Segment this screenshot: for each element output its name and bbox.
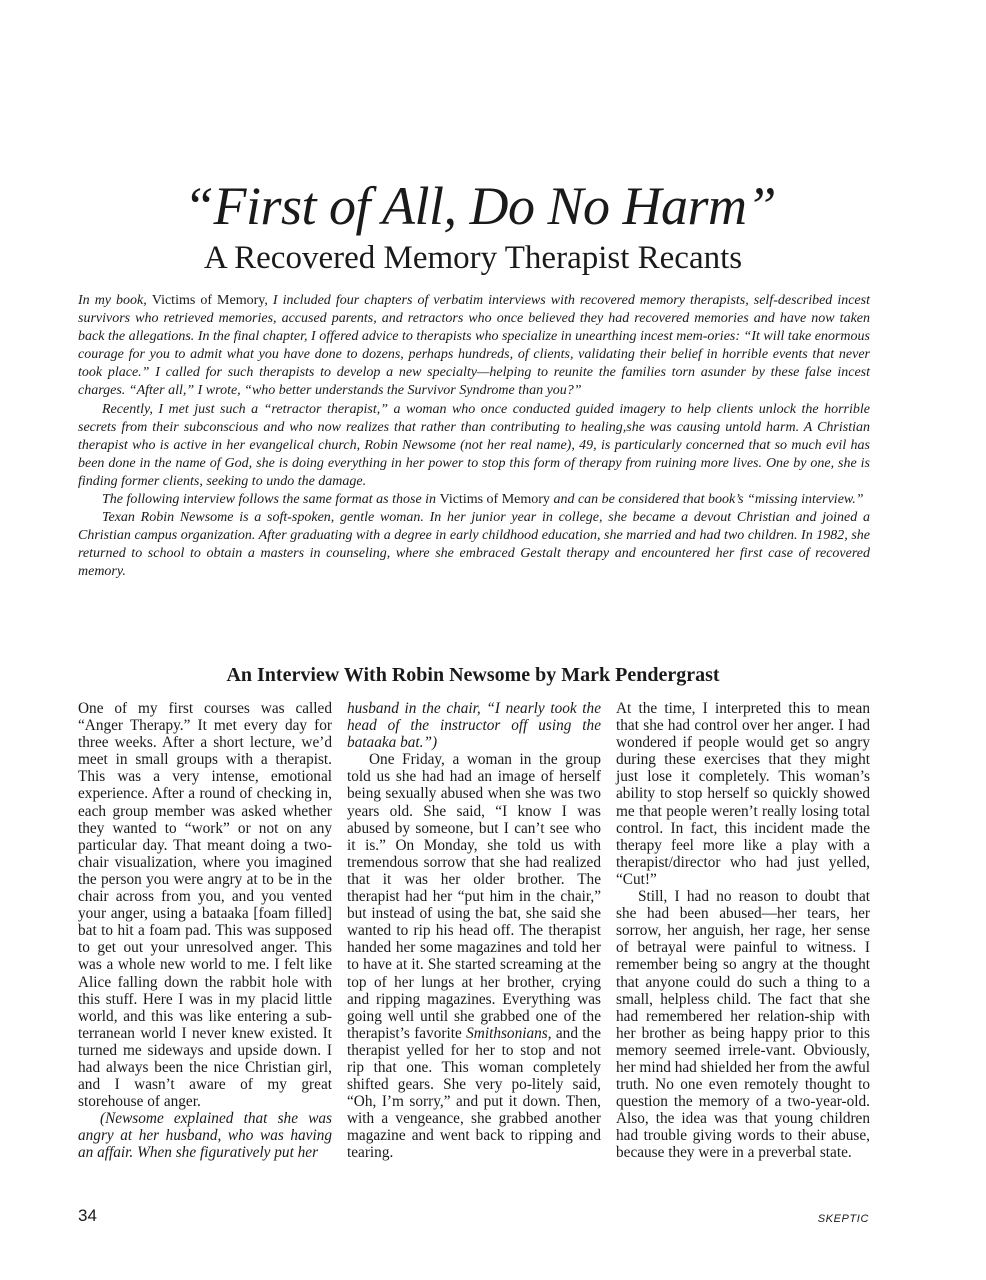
body-paragraph-aside: husband in the chair, “I nearly took the head of the instructor off using the bataaka bat.”) (347, 700, 601, 752)
intro-text: The following interview follows the same format as those in (102, 492, 440, 508)
body-paragraph: Still, I had no reason to doubt that she had been abused—her tears, her sorrow, her anguish, her rage, her sense of betrayal were painful to witness. I remember being so angry at the thought that anyone could do such a thing to a small, helpless child. The fact that she had remembered her relation-ship with her brother as being happy prior to this memory seemed irrele-vant. Obviously, her mind had shielded her from the awful truth. No one even remotely thought to question the memory of a two-year-old. Also, the idea was that young children had trouble giving words to their abuse, because they were in a preverbal state. (616, 888, 870, 1162)
intro-paragraph (78, 491, 870, 509)
intro-text: In my book, (78, 293, 152, 308)
body-paragraph-aside: (Newsome explained that she was angry at her husband, who was having an affair. When she figuratively put her (78, 1110, 332, 1162)
magazine-name: Smithsonians (466, 1024, 548, 1042)
body-paragraph (347, 751, 601, 1161)
intro-paragraph (78, 292, 870, 401)
body-text: One Friday, a woman in the group told us she had had an image of herself being sexually abused when she was two years old. She said, “I know I was abused by someone, but I can’t see who it is.” On Monday, she told us with tremendous sorrow that she had realized that it was her older brother. The therapist had her “put him in the chair,” but instead of using the bat, she said she wanted to rip his head off. The therapist handed her some magazines and told her to have at it. She started screaming at the top of her lungs at her brother, crying and ripping magazines. Everything was going well until she grabbed one of the therapist’s favorite (347, 751, 601, 1042)
article-subtitle: A Recovered Memory Therapist Recants (203, 240, 743, 276)
book-title: Victims of Memory, (151, 293, 268, 308)
body-column-3 (616, 700, 870, 1162)
book-title: Victims of Memory (439, 492, 550, 508)
intro-text: I included four chapters of verbatim interviews with recovered memory therapists, self-described incest survivors who retrieved memories, accused parents, and retractors who once believed they had recovered memories and have now taken back the allegations. In the final chapter, I offered advice to therapists who specialize in unearthing incest mem-ories: “It will take enormous courage for you to admit what you have done to dozens, perhaps hundreds, of clients, validating their belief in horrible events that never took place.” I called for such therapists to develop a new specialty—helping to reunite the families torn asunder by these false incest charges. “After all,” I wrote, “who better understands the Survivor Syndrome than you?” (78, 293, 870, 399)
body-column-1 (78, 700, 332, 1162)
interview-heading: An Interview With Robin Newsome by Mark Pendergrast (226, 664, 720, 686)
page-number: 34 (78, 1206, 97, 1225)
body-column-2 (347, 700, 601, 1162)
intro-paragraph: Texan Robin Newsome is a soft-spoken, gentle woman. In her junior year in college, she became a devout Christian and joined a Christian campus organization. After graduating with a degree in early childhood education, she married and had two children. In 1982, she returned to school to obtain a masters in counseling, where she embraced Gestalt therapy and encountered her first case of recovered memory. (78, 510, 870, 580)
body-paragraph: At the time, I interpreted this to mean that she had control over her anger. I had wondered if people would get so angry during these exercises that they might just lose it completely. This woman’s ability to stop herself so quickly showed me that people weren’t really losing total control. In fact, this incident made the therapy feel more like a play with a therapist/director who had just yelled, “Cut!” (616, 700, 870, 888)
article-title: “First of All, Do No Harm” (183, 176, 777, 236)
body-paragraph: One of my first courses was called “Anger Therapy.” It met every day for three weeks. After a short lecture, we’d meet in small groups with a therapist. This was a very intense, emotional experience. After a round of checking in, each group member was asked whether they wanted to “work” or not on any particular day. That meant doing a two-chair visualization, where you imagined the person you were angry at to be in the chair across from you, and you vented your anger, using a bataaka [foam filled] bat to hit a foam pad. This was supposed to get out your unresolved anger. This was a whole new world to me. I felt like Alice falling down the rabbit hole with this stuff. Here I was in my placid little world, and this was like entering a sub-terranean world I never knew existed. It turned me sideways and upside down. I had always been the nice Christian girl, and I wasn’t aware of my great storehouse of anger. (78, 700, 332, 1111)
intro-paragraph: Recently, I met just such a “retractor therapist,” a woman who once conducted guided imagery to help clients unlock the horrible secrets from their subconscious and who now realizes that rather than contributing to healing,she was causing untold harm. A Christian therapist who is active in her evangelical church, Robin Newsome (not her real name), 49, is particularly concerned that so much evil has been done in the name of God, she is doing everything in her power to stop this form of therapy from ruining more lives. One by one, she is finding former clients, seeking to undo the damage. (78, 401, 870, 489)
intro-text: and can be considered that book’s “missing interview.” (549, 492, 864, 508)
body-text: , and the therapist yelled for her to stop and not rip that one. This woman completely shifted gears. She very po-litely said, “Oh, I’m sorry,” and put it down. Then, with a vengeance, she grabbed another magazine and went back to ripping and tearing. (347, 1024, 601, 1162)
intro-block (78, 292, 870, 582)
magazine-name-footer: SKEPTIC (817, 1213, 869, 1225)
